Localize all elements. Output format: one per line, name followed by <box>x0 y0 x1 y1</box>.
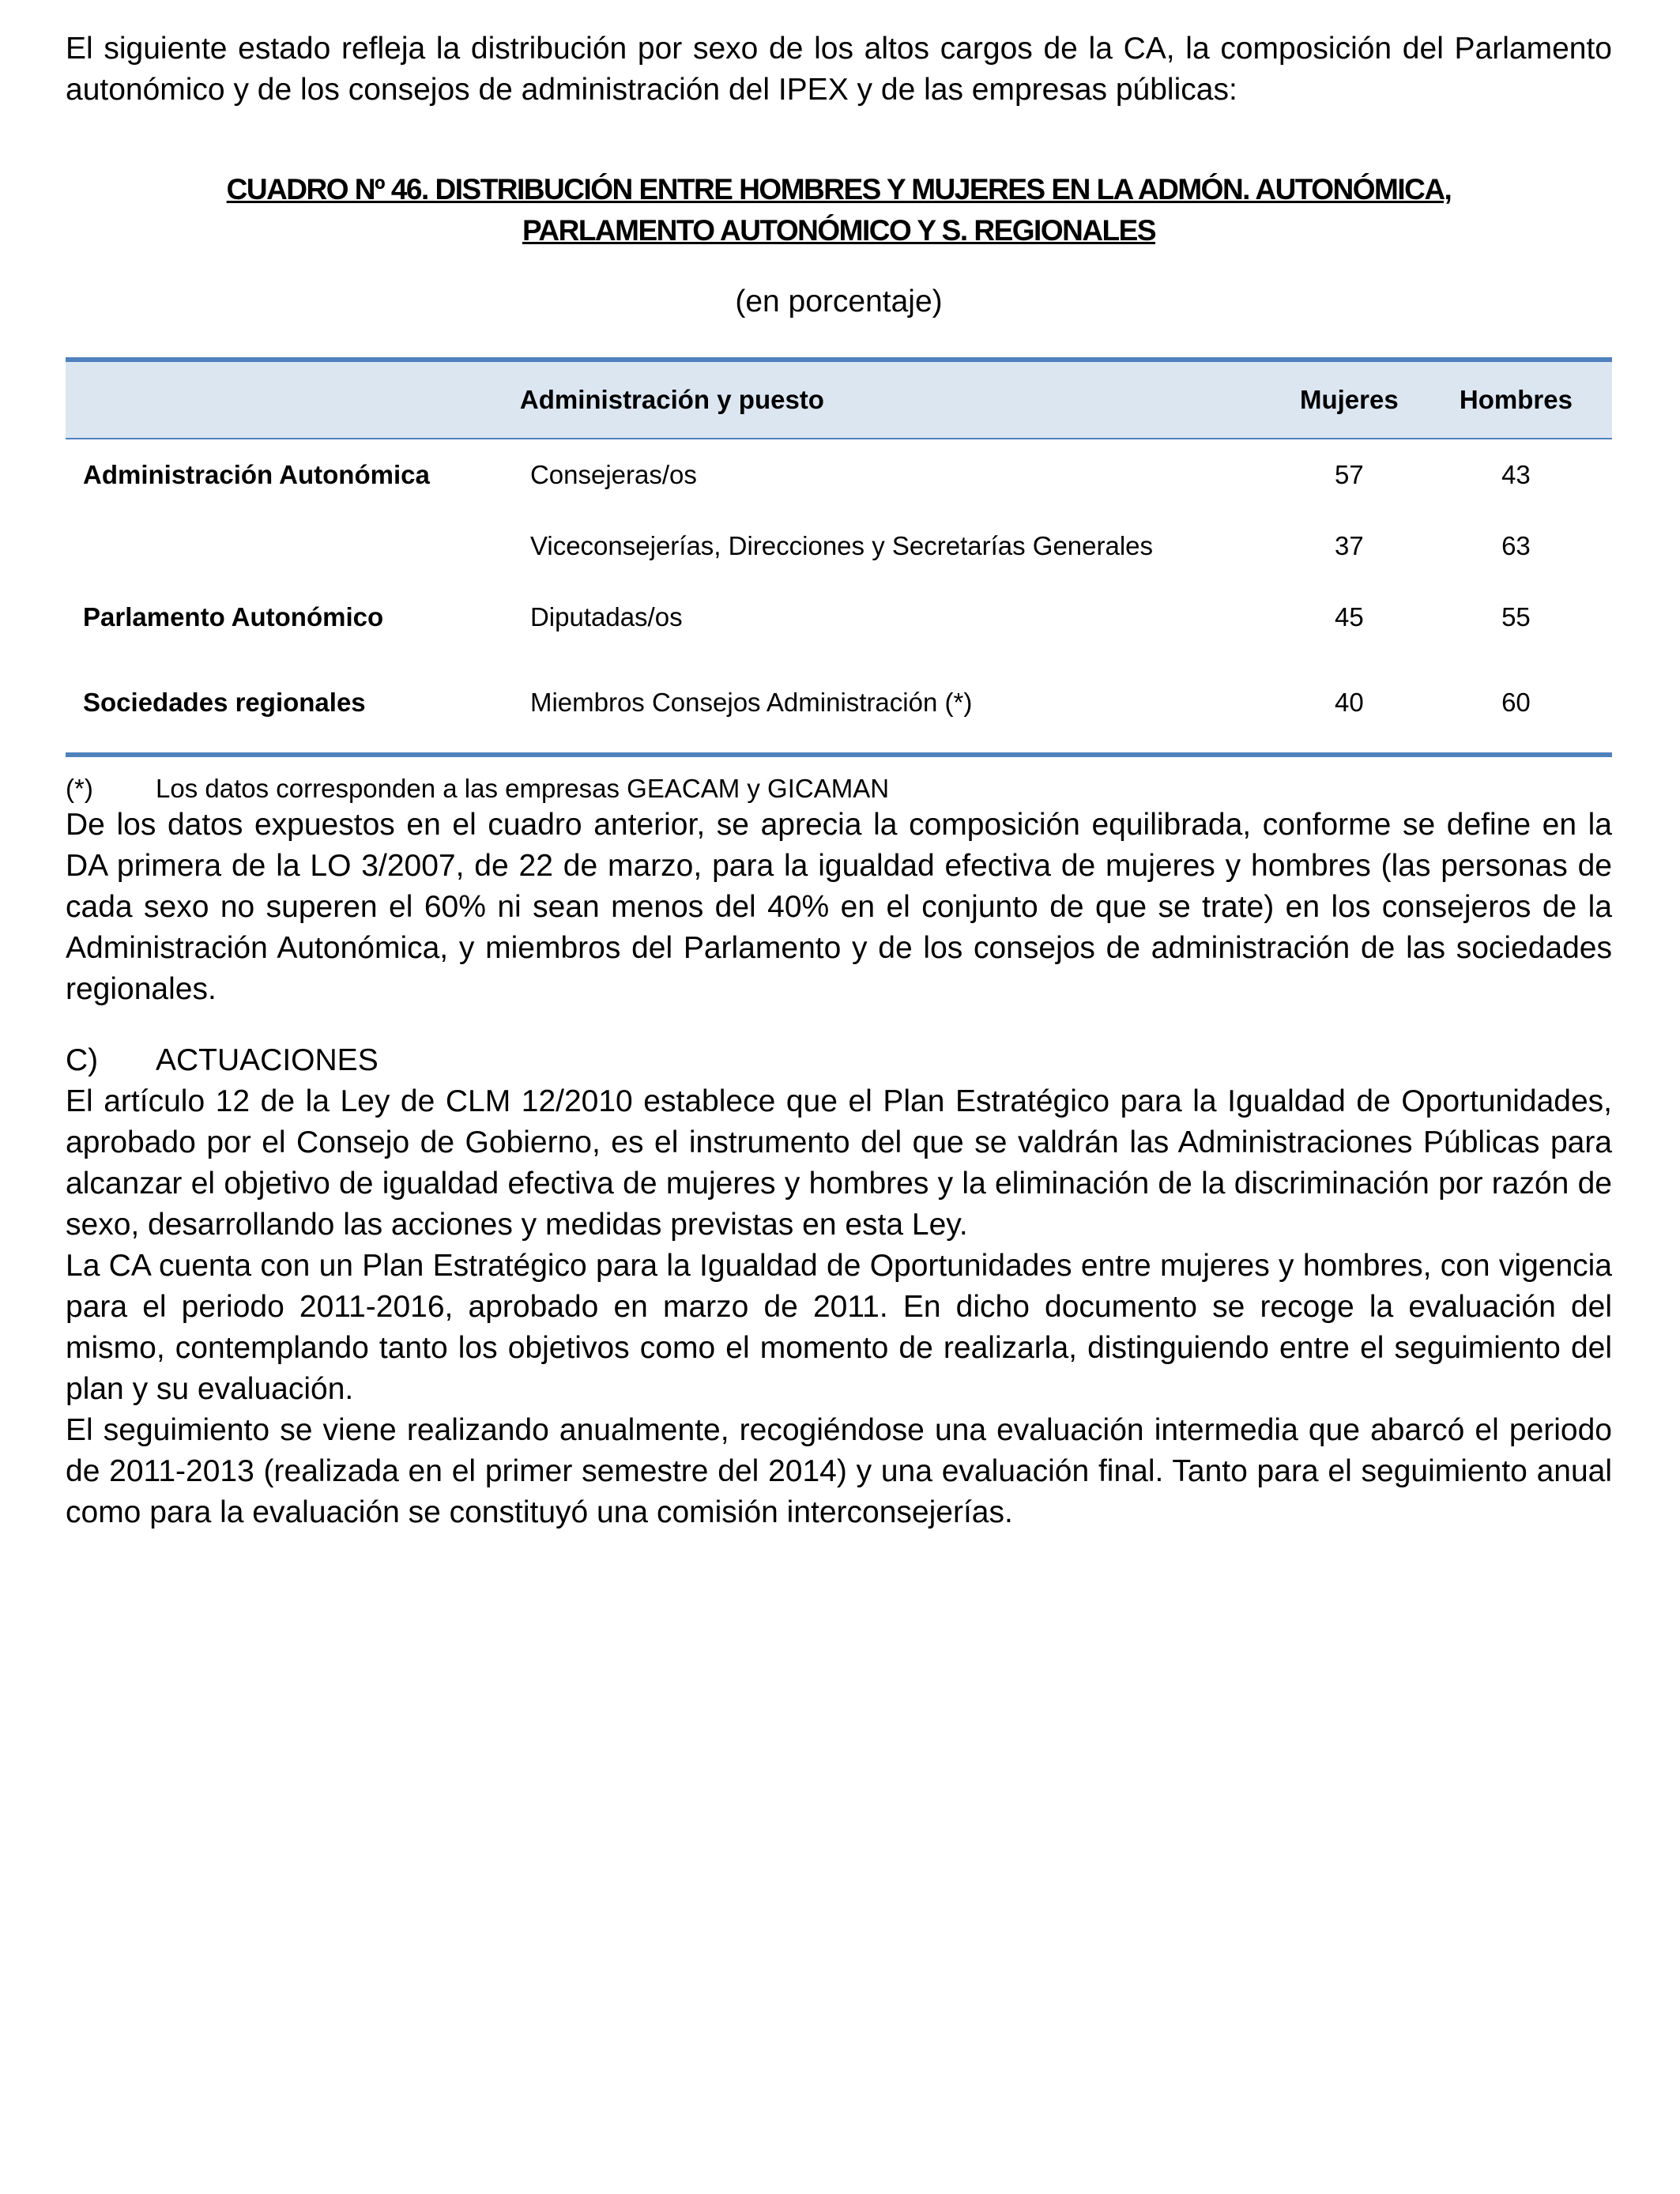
cell-mujeres: 45 <box>1334 602 1364 631</box>
cell-hombres: 55 <box>1501 602 1531 631</box>
distribution-table <box>66 357 1612 757</box>
cell-hombres: 63 <box>1501 531 1531 560</box>
cell-hombres: 60 <box>1501 688 1531 717</box>
cell-hombres: 43 <box>1501 460 1531 489</box>
table-row <box>66 439 1612 511</box>
header-hombres: Hombres <box>1420 360 1612 439</box>
paragraph-analysis: De los datos expuestos en el cuadro anterior, se aprecia la composición equilibrada, conforme se define en la DA primera de la LO 3/2007, de 22 de marzo, para la igualdad efectiva de mujeres y hombres (las personas de cada sexo no superen el 60% ni sean menos del 40% en el conjunto de que se trate) en los consejeros de la Administración Autonómica, y miembros del Parlamento y de los consejos de administración de las sociedades regionales. <box>66 808 1612 1006</box>
footnote-text: Los datos corresponden a las empresas GEACAM y GICAMAN <box>156 774 890 803</box>
cell-mujeres: 40 <box>1334 688 1364 717</box>
cell-puesto: Diputadas/os <box>529 602 683 631</box>
table-row <box>66 511 1612 582</box>
paragraph-plan: La CA cuenta con un Plan Estratégico para la Igualdad de Oportunidades entre mujeres y hombres, con vigencia para el periodo 2011-2016, aprobado en marzo de 2011. En dicho documento se recoge la evaluación del mismo, contemplando tanto los objetivos como el momento de realizarla, distinguiendo entre el seguimiento del plan y su evaluación. <box>66 1249 1612 1406</box>
table-footnote <box>66 773 1612 805</box>
header-admin-puesto: Administración y puesto <box>66 360 1279 439</box>
paragraph-seguimiento: El seguimiento se viene realizando anualmente, recogiéndose una evaluación intermedia que abarcó el periodo de 2011-2013 (realizada en el primer semestre del 2014) y una evaluación final. Tanto para el seguimiento anual como para la evaluación se constituyó una comisión interconsejerías. <box>66 1413 1612 1529</box>
table-row <box>66 653 1612 755</box>
cell-puesto: Miembros Consejos Administración (*) <box>529 688 973 717</box>
header-mujeres: Mujeres <box>1279 360 1420 439</box>
cell-mujeres: 57 <box>1334 460 1364 489</box>
cell-admin: Sociedades regionales <box>83 688 366 717</box>
footnote-mark: (*) <box>66 774 93 803</box>
cell-admin: Parlamento Autonómico <box>83 602 384 631</box>
table-header-row <box>66 360 1612 439</box>
section-heading <box>66 1040 1612 1081</box>
table-title <box>66 169 1612 251</box>
table-units: (en porcentaje) <box>735 285 943 319</box>
cell-admin: Administración Autonómica <box>83 460 430 489</box>
cell-admin <box>66 511 530 582</box>
document-page <box>66 28 1612 1533</box>
paragraph-article-12: El artículo 12 de la Ley de CLM 12/2010 establece que el Plan Estratégico para la Igualdad de Oportunidades, aprobado por el Consejo de Gobierno, es el instrumento del que se valdrán las Administraciones Públicas para alcanzar el objetivo de igualdad efectiva de mujeres y hombres y la eliminación de la discriminación por razón de sexo, desarrollando las acciones y medidas previstas en esta Ley. <box>66 1084 1612 1242</box>
section-title: ACTUACIONES <box>156 1043 379 1077</box>
cell-mujeres: 37 <box>1334 531 1364 560</box>
table-row <box>66 582 1612 653</box>
table-title-line-2: PARLAMENTO AUTONÓMICO Y S. REGIONALES <box>522 214 1156 247</box>
section-number: C) <box>66 1043 99 1077</box>
cell-puesto: Viceconsejerías, Direcciones y Secretarías Generales <box>529 531 1154 560</box>
table-title-line-1: CUADRO Nº 46. DISTRIBUCIÓN ENTRE HOMBRES Y MUJERES EN LA ADMÓN. AUTONÓMICA, <box>226 173 1452 205</box>
intro-paragraph: El siguiente estado refleja la distribución por sexo de los altos cargos de la CA, la composición del Parlamento autonómico y de los consejos de administración del IPEX y de las empresas públicas: <box>66 32 1612 107</box>
cell-puesto: Consejeras/os <box>529 460 697 489</box>
